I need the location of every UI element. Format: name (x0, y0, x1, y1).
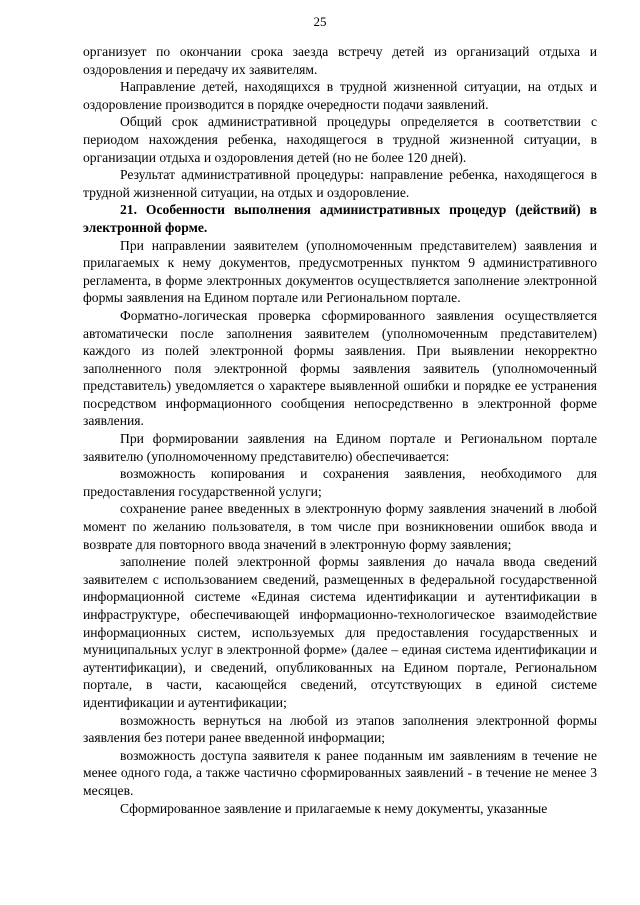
paragraph: Сформированное заявление и прилагаемые к нему документы, указанные (120, 800, 548, 816)
paragraph: Форматно-логическая проверка сформированного заявления осуществляется автоматически после заполнения заявителем (уполномоченным представителем) каждого из полей электронной формы заявления. При выявлении некорректно заполненного поля электронной формы заявления заявитель (уполномоченный представитель) уведомляется о характере выявленной ошибки и порядке ее устранения посредством информационного сообщения непосредственно в электронной форме заявления. (83, 307, 597, 429)
section-heading: 21. Особенности выполнения административных процедур (действий) в электронной форме. (83, 202, 597, 235)
paragraph: При формировании заявления на Едином портале и Региональном портале заявителю (уполномоченному представителю) обеспечивается: (83, 431, 597, 464)
paragraph: сохранение ранее введенных в электронную форму заявления значений в любой момент по желанию пользователя, в том числе при возникновении ошибок ввода и возврате для повторного ввода значений в электронную форму заявления; (83, 501, 597, 552)
paragraph: Результат административной процедуры: направление ребенка, находящегося в трудной жизненной ситуации, на отдых и оздоровление. (83, 167, 597, 200)
paragraph: Направление детей, находящихся в трудной жизненной ситуации, на отдых и оздоровление производится в порядке очередности подачи заявлений. (83, 79, 597, 112)
document-body (83, 43, 597, 817)
paragraph: возможность доступа заявителя к ранее поданным им заявлениям в течение не менее одного года, а также частично сформированных заявлений - в течение не менее 3 месяцев. (83, 747, 597, 798)
page-number: 25 (313, 14, 327, 29)
paragraph: возможность копирования и сохранения заявления, необходимого для предоставления государственной услуги; (83, 466, 597, 499)
paragraph: возможность вернуться на любой из этапов заполнения электронной формы заявления без потери ранее введенной информации; (83, 712, 597, 746)
paragraph: заполнение полей электронной формы заявления до начала ввода сведений заявителем с использованием сведений, размещенных в федеральной государственной информационной системе «Единая система идентификации и аутентификации в инфраструктуре, обеспечивающей информационно-технологическое взаимодействие информационных систем, используемых для предоставления государственных и муниципальных услуг в электронной форме» (далее – единая система идентификации и аутентификации), и сведений, опубликованных на Едином портале, Региональном портале, в части, касающейся сведений, отсутствующих в единой системе идентификации и аутентификации; (83, 554, 597, 710)
paragraph: Общий срок административной процедуры определяется в соответствии с периодом нахождения ребенка, находящегося в трудной жизненной ситуации, в организации отдыха и оздоровления детей (но не более 120 дней). (83, 114, 597, 165)
paragraph: организует по окончании срока заезда встречу детей из организаций отдыха и оздоровления и передачу их заявителям. (83, 44, 597, 77)
paragraph: При направлении заявителем (уполномоченным представителем) заявления и прилагаемых к нему документов, предусмотренных пунктом 9 административного регламента, в форме электронных документов осуществляется заполнение электронной формы заявления на Едином портале или Региональном портале. (83, 237, 597, 306)
